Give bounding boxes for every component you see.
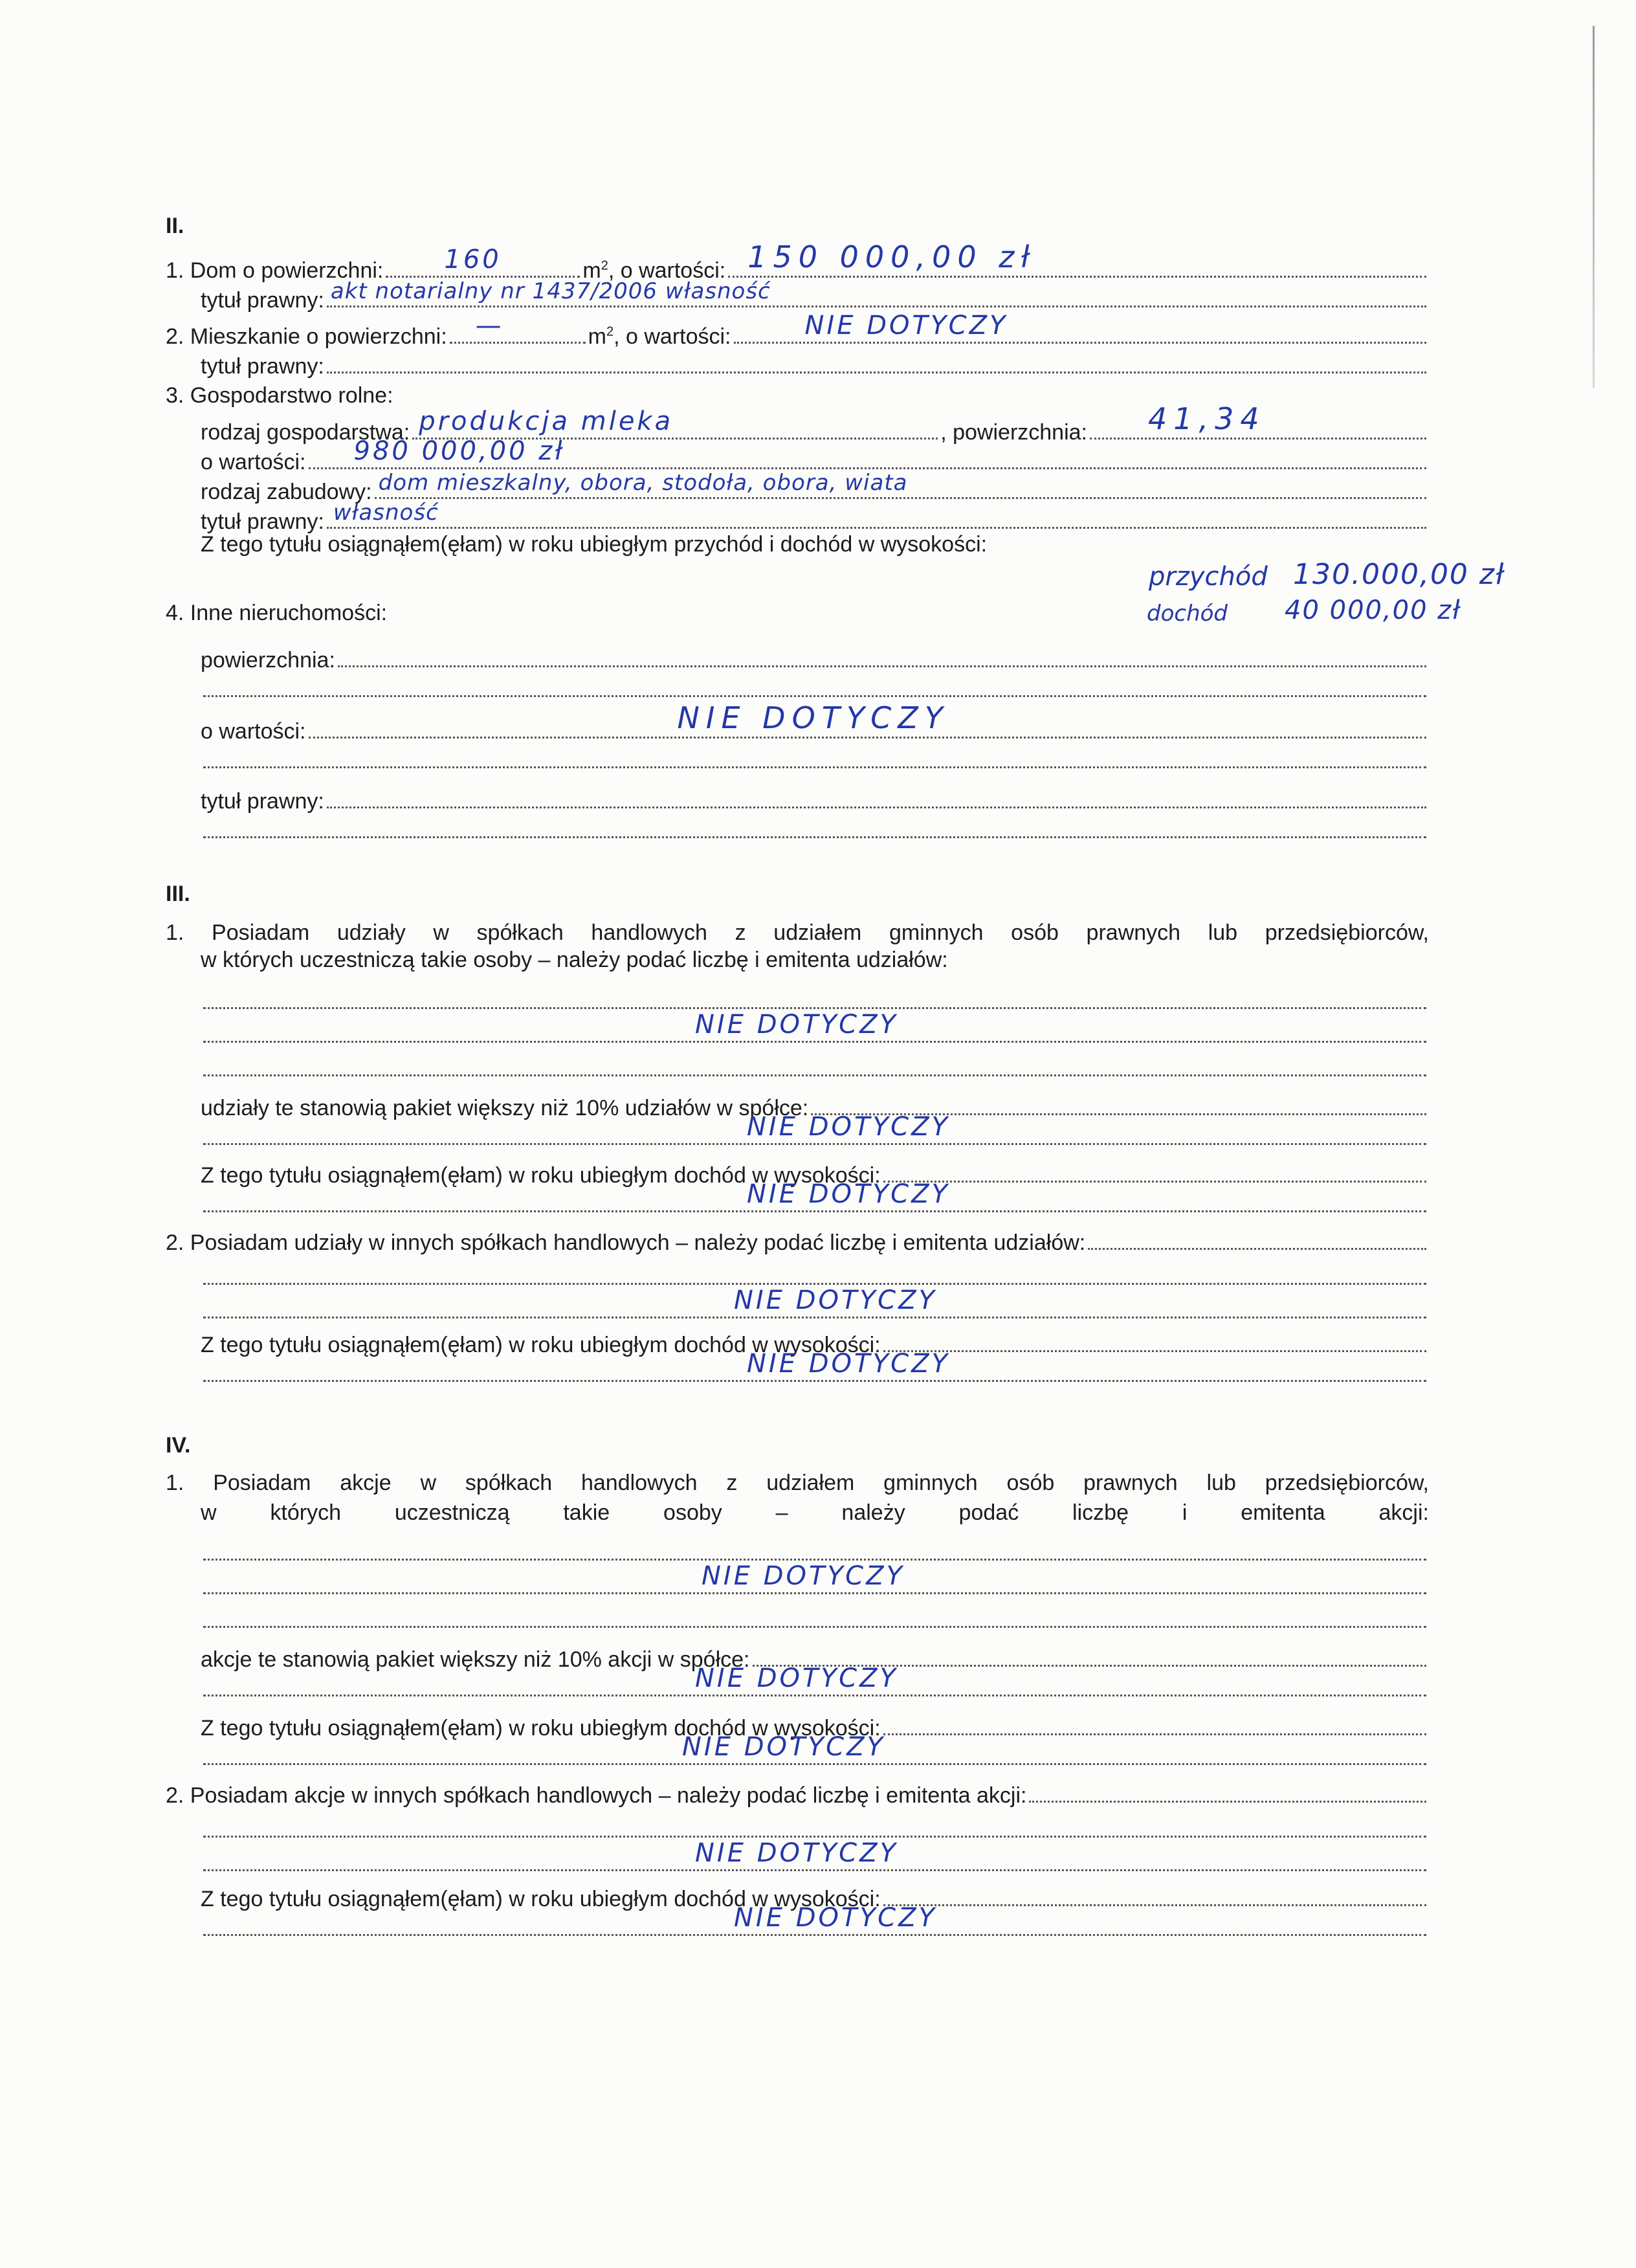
house-row [166, 239, 1429, 283]
s4-a1-field-1[interactable] [203, 1534, 1426, 1561]
s4-inc-answer-row [201, 1732, 1429, 1768]
other-title-field[interactable] [327, 782, 1426, 808]
s3-inc-field[interactable] [883, 1156, 1426, 1183]
other-row [166, 601, 1118, 630]
other-value-field[interactable] [309, 700, 1427, 739]
farm-buildings-row [201, 472, 1429, 502]
house-area-field[interactable] [386, 245, 580, 278]
other-value-row [201, 700, 1429, 744]
farm-value: 980 000,00 zł [353, 436, 565, 466]
s3-inc-label: Z tego tytułu osiągnąłem(ęłam) w roku ubiegłym dochód w wysokości: [201, 1163, 881, 1188]
section-iv-heading: IV. [166, 1433, 191, 1458]
s4-q1-line1: 1. Posiadam akcje w spółkach handlowych z udziałem gminnych osób prawnych lub przedsiębiorców, [166, 1471, 1429, 1495]
s3-a2-field-1[interactable] [203, 1258, 1426, 1285]
s3-inc-answer-row [201, 1179, 1429, 1216]
other-value-extra-field[interactable] [203, 742, 1426, 768]
s4-a1-line3 [201, 1601, 1429, 1631]
s3-a1-line2 [201, 1010, 1429, 1046]
s3-inc-answer-field[interactable] [203, 1179, 1426, 1212]
other-title-extra-field[interactable] [203, 812, 1426, 838]
s4-inc2-label: Z tego tytułu osiągnąłem(ęłam) w roku ubiegłym dochód w wysokości: [201, 1887, 881, 1911]
s4-inc2-value: NIE DOTYCZY [734, 1903, 937, 1933]
farm-title-label: tytuł prawny: [201, 509, 324, 534]
other-area-extra-line [201, 671, 1429, 700]
house-value-field[interactable] [728, 239, 1426, 278]
house-area-value: 160 [444, 245, 502, 274]
s3-inc2-field[interactable] [883, 1326, 1426, 1352]
flat-value-label: , o wartości: [614, 324, 731, 349]
s3-q2-label: 2. Posiadam udziały w innych spółkach handlowych – należy podać liczbę i emitenta udziałów: [166, 1230, 1086, 1255]
s3-a2-line2 [201, 1285, 1429, 1322]
flat-title-row [201, 347, 1429, 377]
s4-inc2-field[interactable] [883, 1880, 1426, 1906]
s4-a1-field-2[interactable] [203, 1561, 1426, 1594]
s4-pkg-field[interactable] [753, 1640, 1427, 1667]
s3-pkg-value: NIE DOTYCZY [747, 1112, 950, 1142]
s4-a2-field-1[interactable] [203, 1811, 1426, 1838]
s3-q1-line2: w których uczestniczą takie osoby – należy podać liczbę i emitenta udziałów: [201, 948, 948, 972]
s3-q1-text [166, 918, 1429, 948]
flat-value-field[interactable] [734, 311, 1427, 344]
s3-pkg-answer-field[interactable] [203, 1112, 1426, 1145]
s3-q1-line1: 1. Posiadam udziały w spółkach handlowych z udziałem gminnych osób prawnych lub przedsiębiorców, [166, 920, 1429, 945]
farm-value-field[interactable] [309, 436, 1427, 469]
s4-a2-field-2[interactable] [203, 1838, 1426, 1871]
s4-pkg-value: NIE DOTYCZY [695, 1663, 898, 1693]
s3-a1-field-2[interactable] [203, 1010, 1426, 1043]
farm-type-value: produkcja mleka [419, 406, 674, 436]
s4-q1-text [166, 1468, 1429, 1528]
s3-a2-field-2[interactable] [203, 1285, 1426, 1318]
s4-a2-line2 [201, 1838, 1429, 1874]
s4-inc-label: Z tego tytułu osiągnąłem(ęłam) w roku ubiegłym dochód w wysokości: [201, 1716, 881, 1740]
flat-value: NIE DOTYCZY [804, 311, 1008, 340]
house-title-row [201, 278, 1429, 313]
house-label: 1. Dom o powierzchni: [166, 258, 384, 283]
s3-inc2-answer-row [201, 1349, 1429, 1385]
farm-type-label: rodzaj gospodarstwa: [201, 420, 410, 445]
s3-q2-row [166, 1223, 1429, 1253]
flat-title-label: tytuł prawny: [201, 354, 324, 379]
s3-a2-line1 [201, 1258, 1429, 1288]
s3-a2-value: NIE DOTYCZY [734, 1285, 937, 1315]
s3-a1-line1 [201, 983, 1429, 1012]
s4-a1-value: NIE DOTYCZY [702, 1561, 905, 1591]
farm-title-value: własność [333, 500, 439, 526]
s4-a1-line1 [201, 1534, 1429, 1564]
farm-value-label: o wartości: [201, 450, 306, 474]
other-value-extra-line [201, 742, 1429, 772]
s4-q2-label: 2. Posiadam akcje w innych spółkach handlowych – należy podać liczbę i emitenta akcji: [166, 1783, 1027, 1808]
house-title-value: akt notarialny nr 1437/2006 własność [330, 278, 771, 304]
farm-area-value: 41,34 [1148, 401, 1266, 436]
flat-row [166, 311, 1429, 349]
farm-income-value: 130.000,00 zł [1293, 558, 1505, 591]
s3-pkg-label: udziały te stanowią pakiet większy niż 10% udziałów w spółce: [201, 1096, 809, 1120]
farm-title-row [201, 502, 1429, 532]
s4-inc2-answer-row [201, 1903, 1429, 1939]
s4-pkg-answer-field[interactable] [203, 1663, 1426, 1696]
s4-inc2-answer-field[interactable] [203, 1903, 1426, 1936]
flat-label: 2. Mieszkanie o powierzchni: [166, 324, 447, 349]
farm-area-field[interactable] [1090, 401, 1426, 439]
section-ii-heading: II. [166, 214, 184, 238]
s4-a2-line1 [201, 1811, 1429, 1841]
farm-type-field[interactable] [412, 406, 938, 439]
flat-title-field[interactable] [327, 347, 1426, 373]
other-title-extra-line [201, 812, 1429, 841]
s3-inc2-value: NIE DOTYCZY [747, 1349, 950, 1379]
other-area-row [201, 641, 1429, 671]
s4-inc-value: NIE DOTYCZY [682, 1732, 885, 1762]
s3-q1-line2-row [201, 948, 1429, 977]
house-value-label: , o wartości: [608, 258, 726, 283]
flat-unit: $m^2$ [588, 324, 614, 349]
s3-pkg-answer-row [201, 1112, 1429, 1148]
s4-a1-field-3[interactable] [203, 1601, 1426, 1628]
other-value: NIE DOTYCZY [677, 700, 949, 735]
other-area-field[interactable] [338, 641, 1426, 667]
flat-area-field[interactable] [450, 311, 586, 344]
farm-profit-kind: dochód [1147, 601, 1228, 627]
other-value-label: o wartości: [201, 719, 306, 744]
other-title-row [201, 782, 1429, 812]
farm-buildings-value: dom mieszkalny, obora, stodoła, obora, wiata [378, 470, 908, 496]
s3-pkg-field[interactable] [811, 1089, 1426, 1115]
s4-q2-row [166, 1776, 1429, 1806]
flat-area-value: — [475, 311, 504, 340]
s4-a2-value: NIE DOTYCZY [695, 1838, 898, 1868]
other-area-label: powierzchnia: [201, 648, 335, 673]
s3-a1-field-1[interactable] [203, 983, 1426, 1009]
house-unit: $m^2$ [582, 258, 608, 283]
farm-buildings-label: rodzaj zabudowy: [201, 480, 372, 504]
section-iii-heading: III. [166, 882, 190, 906]
s3-a1-field-3[interactable] [203, 1050, 1426, 1076]
farm-profit-value: 40 000,00 zł [1285, 595, 1461, 625]
s4-inc-answer-field[interactable] [203, 1732, 1426, 1765]
farm-buildings-field[interactable] [375, 472, 1426, 499]
house-value: 150 000,00 zł [747, 239, 1036, 274]
s3-inc-value: NIE DOTYCZY [747, 1179, 950, 1209]
house-title-label: tytuł prawny: [201, 288, 324, 313]
s4-pkg-answer-row [201, 1663, 1429, 1700]
farm-title-field[interactable] [327, 502, 1426, 529]
s3-inc2-answer-field[interactable] [203, 1349, 1426, 1382]
s4-pkg-label: akcje te stanowią pakiet większy niż 10% akcji w spółce: [201, 1647, 750, 1672]
farm-area-label: , powierzchnia: [940, 420, 1087, 445]
other-area-extra-field[interactable] [203, 671, 1426, 697]
farm-value-row [201, 436, 1429, 474]
s3-a1-value: NIE DOTYCZY [695, 1010, 898, 1040]
farm-income-label: Z tego tytułu osiągnąłem(ęłam) w roku ubiegłym przychód i dochód w wysokości: [201, 532, 988, 557]
other-title-label: tytuł prawny: [201, 789, 324, 814]
farm-income-kind: przychód [1149, 562, 1268, 592]
other-label: 4. Inne nieruchomości: [166, 601, 388, 625]
s4-a1-line2 [201, 1561, 1429, 1597]
s4-q1-line2: w których uczestniczą takie osoby – należy podać liczbę i emitenta akcji: [201, 1500, 1429, 1525]
s3-inc2-label: Z tego tytułu osiągnąłem(ęłam) w roku ubiegłym dochód w wysokości: [201, 1333, 881, 1357]
house-title-field[interactable] [327, 278, 1426, 307]
s3-a1-line3 [201, 1050, 1429, 1080]
s3-q2-field[interactable] [1088, 1223, 1426, 1250]
farm-income-row [201, 532, 1222, 562]
s4-inc-field[interactable] [883, 1709, 1426, 1735]
farm-label: 3. Gospodarstwo rolne: [166, 383, 393, 408]
s4-q2-field[interactable] [1029, 1776, 1426, 1803]
scan-edge-shadow [1593, 26, 1595, 388]
